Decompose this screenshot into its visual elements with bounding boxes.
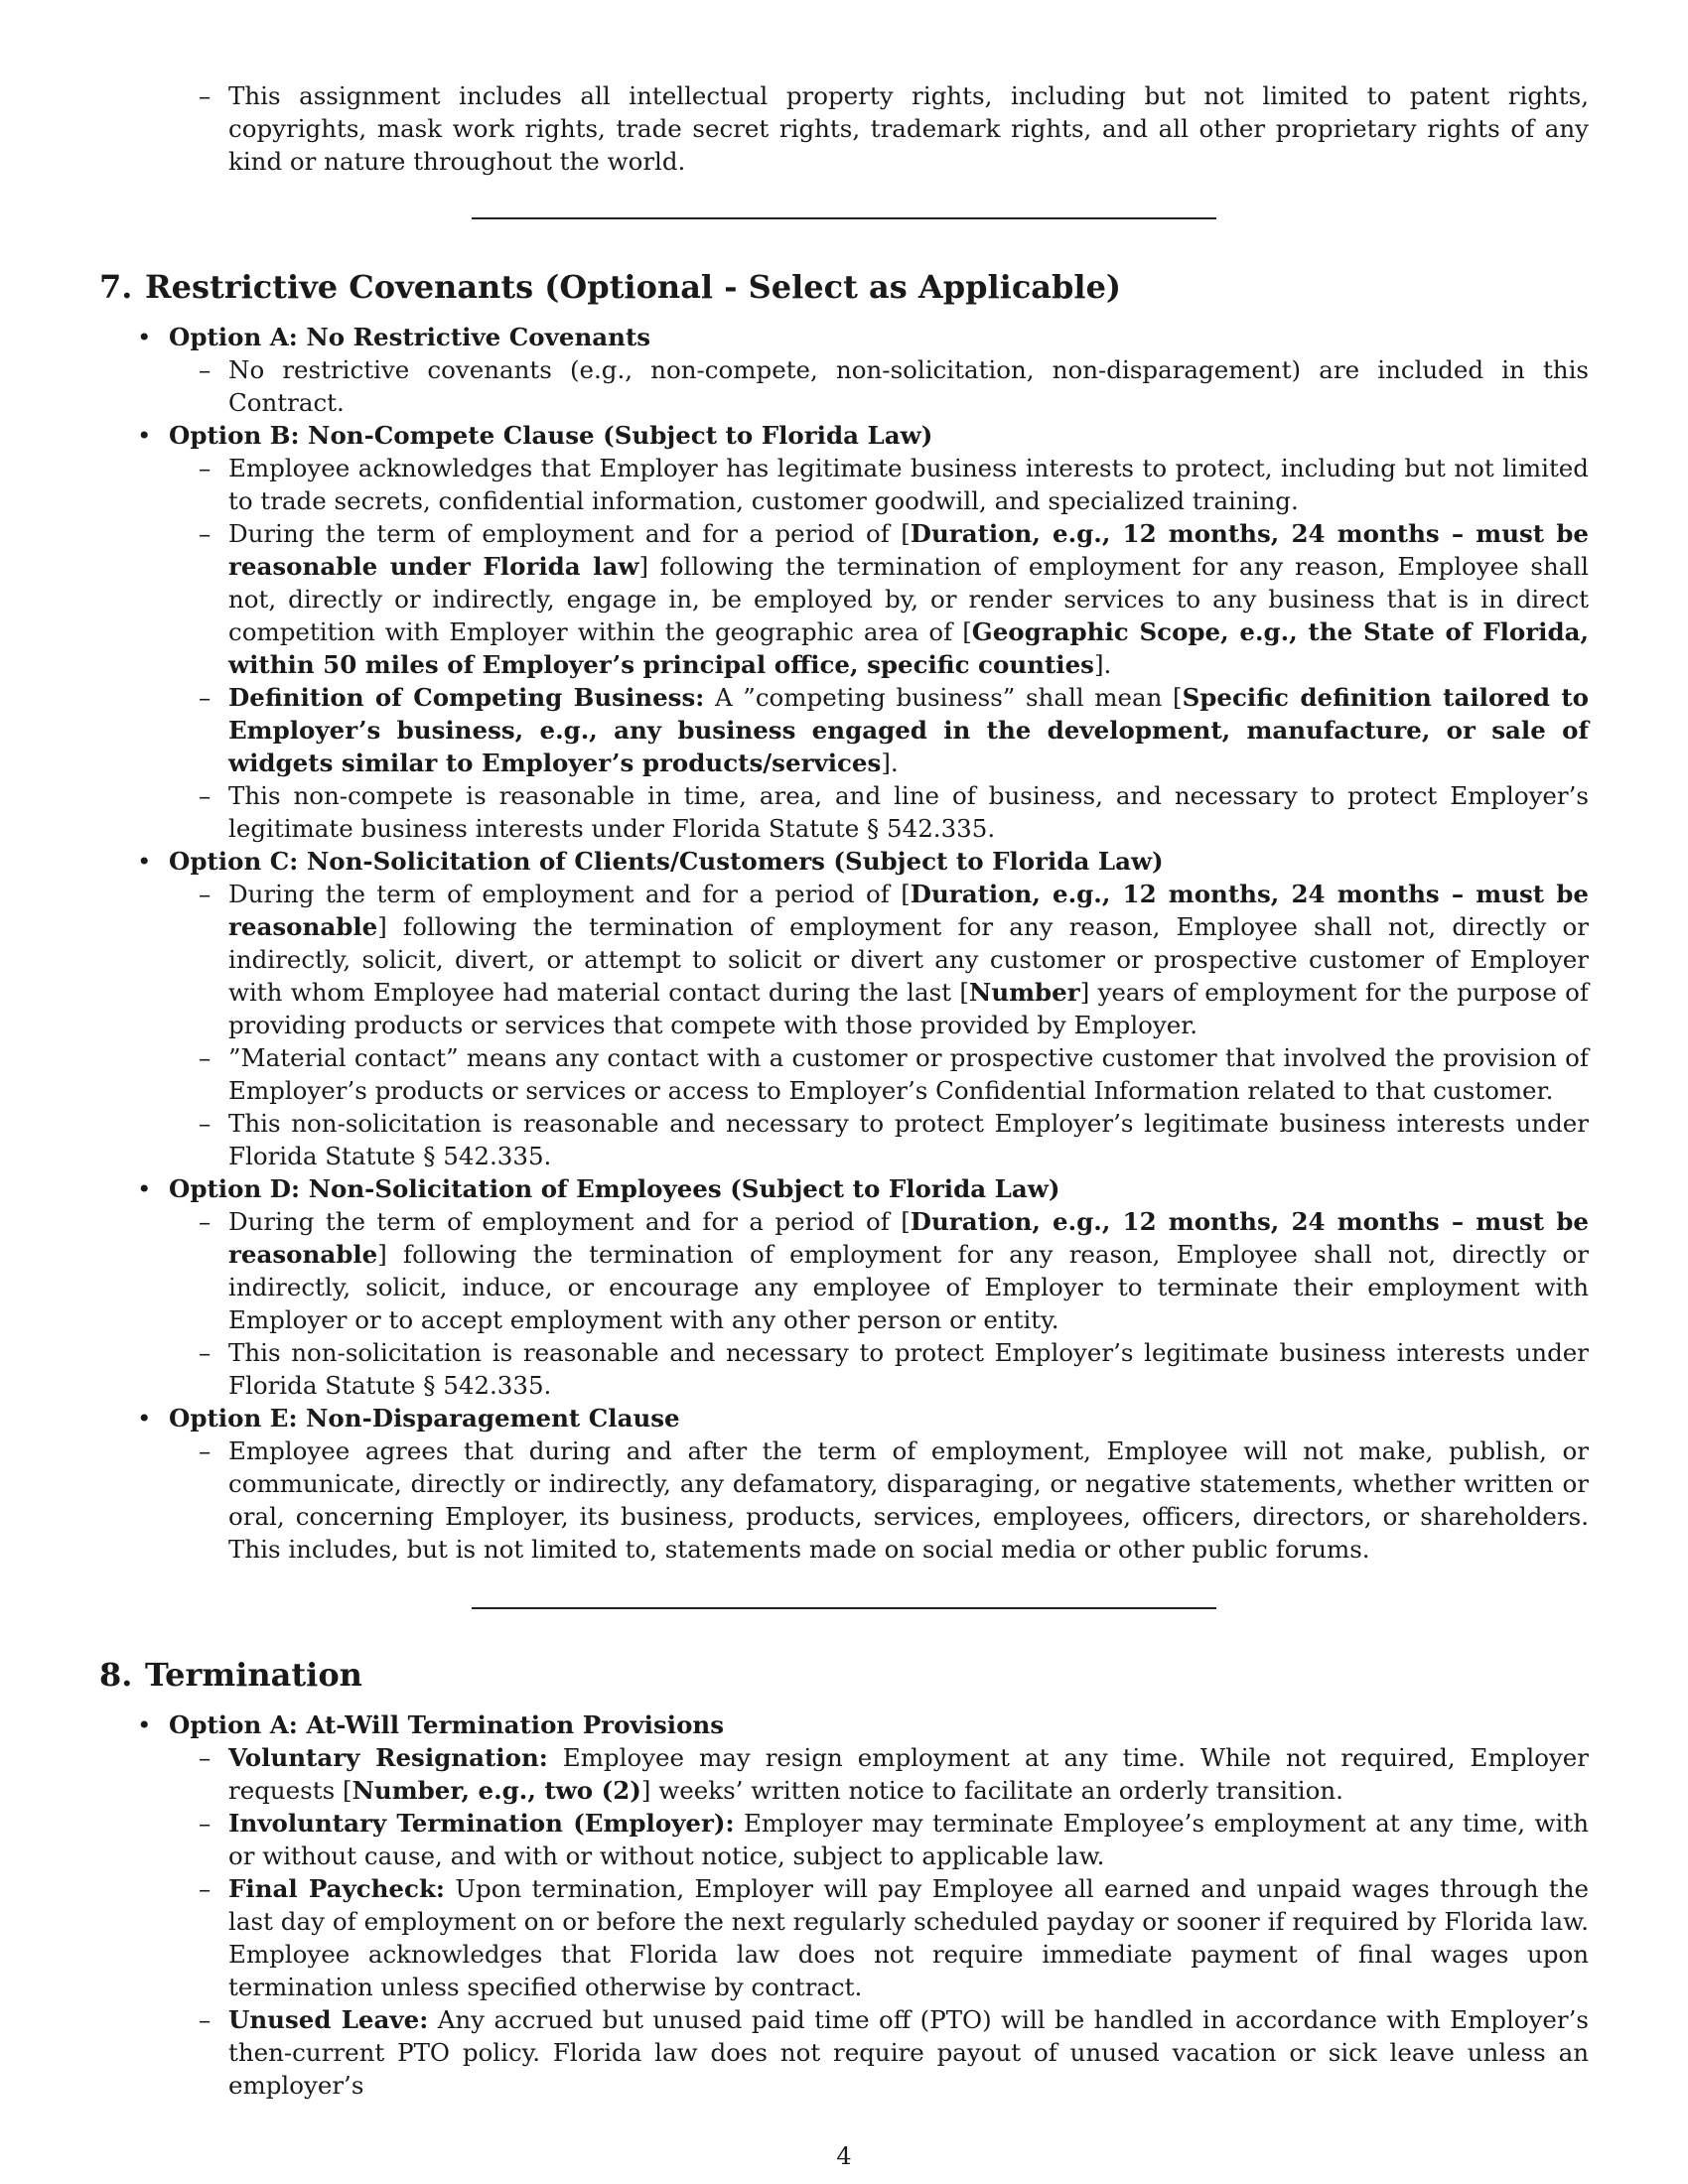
bullet-marker: • <box>137 847 152 876</box>
dash-marker: – <box>199 519 211 548</box>
list-item <box>99 681 1589 779</box>
item-text: Upon termination, Employer will pay Employee all earned and unpaid wages through the last day of employment on or before the next regularly scheduled payday or sooner if required by Florida law. Employee acknowledges that Florida law does not require immediate payment of final wages upon termination unless specified otherwise by contract. <box>228 1874 1589 2001</box>
bullet-marker: • <box>137 1404 152 1433</box>
item-label: Unused Leave: <box>228 2005 429 2034</box>
placeholder-geographic-scope: Geographic Scope, e.g., the State of Florida, within 50 miles of Employer’s principal office, specific counties <box>228 617 1589 679</box>
ip-rights-item <box>99 79 1589 178</box>
section-7-number: 7. <box>99 268 133 306</box>
placeholder-number: Number <box>968 978 1080 1007</box>
placeholder-number: Number, e.g., two (2) <box>352 1776 641 1805</box>
list-item <box>99 517 1589 681</box>
termination-option-a-heading <box>99 1708 1589 1741</box>
item-text: This non-compete is reasonable in time, area, and line of business, and necessary to protect Employer’s legitimate business interests under Florida Statute § 542.335. <box>228 781 1589 843</box>
option-label: Option D: Non-Solicitation of Employees (Subject to Florida Law) <box>169 1174 1060 1203</box>
item-text: Employee may resign employment at any time. While not required, Employer requests [ <box>228 1743 1589 1805</box>
section-divider <box>472 217 1216 219</box>
option-c-heading <box>99 845 1589 878</box>
item-text: Employee acknowledges that Employer has legitimate business interests to protect, including but not limited to trade secrets, confidential information, customer goodwill, and specialized training. <box>228 454 1589 515</box>
item-text: ] following the termination of employment for any reason, Employee shall not, directly or indirectly, engage in, be employed by, or render services to any business that is in direct competition with Employer within the geographic area of [ <box>228 552 1589 646</box>
document-page <box>99 79 1589 2102</box>
item-text: During the term of employment and for a period of [ <box>228 880 911 908</box>
list-item <box>99 1041 1589 1107</box>
page-number: 4 <box>836 2142 852 2170</box>
list-item <box>99 353 1589 419</box>
item-text: No restrictive covenants (e.g., non-compete, non-solicitation, non-disparagement) are included in this Contract. <box>228 355 1589 417</box>
dash-marker: – <box>199 1207 211 1236</box>
item-text: During the term of employment and for a period of [ <box>228 519 911 548</box>
option-label: Option A: No Restrictive Covenants <box>169 323 651 351</box>
item-text: ]. <box>1093 650 1112 679</box>
option-e-heading <box>99 1402 1589 1434</box>
list-item <box>99 1336 1589 1402</box>
item-text: ]. <box>881 749 899 777</box>
list-item <box>99 1434 1589 1566</box>
dash-marker: – <box>199 355 211 384</box>
list-item <box>99 878 1589 1041</box>
option-label: Option A: At-Will Termination Provisions <box>169 1710 725 1739</box>
list-item <box>99 1741 1589 1807</box>
dash-marker: – <box>199 1043 211 1072</box>
item-label: Final Paycheck: <box>228 1874 445 1903</box>
list-item <box>99 452 1589 517</box>
bullet-marker: • <box>137 421 152 450</box>
dash-marker: – <box>199 880 211 908</box>
list-item <box>99 1872 1589 2003</box>
section-7-heading <box>99 267 1589 307</box>
section-7-title: Restrictive Covenants (Optional - Select as Applicable) <box>145 268 1122 306</box>
placeholder-duration: Duration, e.g., 12 months, 24 months – must be reasonable <box>228 880 1589 941</box>
item-text: ] years of employment for the purpose of providing products or services that compete with those provided by Employer. <box>228 978 1589 1039</box>
item-text: ] following the termination of employment for any reason, Employee shall not, directly or indirectly, solicit, divert, or attempt to solicit or divert any customer or prospective customer of Employer with whom Employee had material contact during the last [ <box>228 912 1589 1007</box>
placeholder-definition: Specific definition tailored to Employer’s business, e.g., any business engaged in the development, manufacture, or sale of widgets similar to Employer’s products/services <box>228 683 1589 777</box>
dash-marker: – <box>199 781 211 810</box>
list-item <box>99 2003 1589 2102</box>
dash-marker: – <box>199 1338 211 1367</box>
item-text: ”Material contact” means any contact with a customer or prospective customer that involved the provision of Employer’s products or services or access to Employer’s Confidential Information related to that customer. <box>228 1043 1589 1105</box>
dash-marker: – <box>199 1743 211 1772</box>
item-label: Involuntary Termination (Employer): <box>228 1809 735 1838</box>
section-8-number: 8. <box>99 1656 133 1694</box>
bullet-marker: • <box>137 323 152 351</box>
option-b-heading <box>99 419 1589 452</box>
option-a-heading <box>99 321 1589 353</box>
dash-marker: – <box>199 1436 211 1465</box>
dash-marker: – <box>199 454 211 482</box>
list-item <box>99 1807 1589 1872</box>
item-label: Voluntary Resignation: <box>228 1743 548 1772</box>
section-8-title: Termination <box>145 1656 362 1694</box>
list-item <box>99 1205 1589 1336</box>
item-text: Employer may terminate Employee’s employment at any time, with or without cause, and with or without notice, subject to applicable law. <box>228 1809 1589 1870</box>
item-label: Definition of Competing Business: <box>228 683 705 712</box>
item-text: This non-solicitation is reasonable and necessary to protect Employer’s legitimate business interests under Florida Statute § 542.335. <box>228 1338 1589 1400</box>
bullet-marker: • <box>137 1174 152 1203</box>
option-label: Option C: Non-Solicitation of Clients/Customers (Subject to Florida Law) <box>169 847 1164 876</box>
list-item <box>99 779 1589 845</box>
placeholder-duration: Duration, e.g., 12 months, 24 months – must be reasonable <box>228 1207 1589 1269</box>
dash-marker: – <box>199 1809 211 1838</box>
dash-marker: – <box>199 1109 211 1138</box>
option-d-heading <box>99 1172 1589 1205</box>
list-item <box>99 1107 1589 1172</box>
dash-marker: – <box>199 2005 211 2034</box>
dash-marker: – <box>199 683 211 712</box>
item-text: This non-solicitation is reasonable and necessary to protect Employer’s legitimate business interests under Florida Statute § 542.335. <box>228 1109 1589 1170</box>
item-text: ] weeks’ written notice to facilitate an orderly transition. <box>640 1776 1343 1805</box>
bullet-marker: • <box>137 1710 152 1739</box>
section-divider <box>472 1607 1216 1609</box>
option-label: Option B: Non-Compete Clause (Subject to Florida Law) <box>169 421 933 450</box>
option-label: Option E: Non-Disparagement Clause <box>169 1404 680 1433</box>
item-text: Employee agrees that during and after the term of employment, Employee will not make, publish, or communicate, directly or indirectly, any defamatory, disparaging, or negative statements, whether written or oral, concerning Employer, its business, products, services, employees, officers, directors, or shareholders. This includes, but is not limited to, statements made on social media or other public forums. <box>228 1436 1589 1564</box>
item-text: ] following the termination of employment for any reason, Employee shall not, directly or indirectly, solicit, induce, or encourage any employee of Employer to terminate their employment with Employer or to accept employment with any other person or entity. <box>228 1240 1589 1334</box>
dash-marker: – <box>199 1874 211 1903</box>
placeholder-duration: Duration, e.g., 12 months, 24 months – must be reasonable under Florida law <box>228 519 1589 581</box>
dash-marker: – <box>199 81 211 110</box>
item-text: Any accrued but unused paid time off (PTO) will be handled in accordance with Employer’s then-current PTO policy. Florida law does not require payout of unused vacation or sick leave unless an employer’s <box>228 2005 1589 2100</box>
section-8-heading <box>99 1655 1589 1695</box>
ip-rights-text: This assignment includes all intellectual property rights, including but not limited to patent rights, copyrights, mask work rights, trade secret rights, trademark rights, and all other proprietary rights of any kind or nature throughout the world. <box>228 81 1589 176</box>
item-text: During the term of employment and for a period of [ <box>228 1207 911 1236</box>
item-text: A ”competing business” shall mean [ <box>704 683 1183 712</box>
